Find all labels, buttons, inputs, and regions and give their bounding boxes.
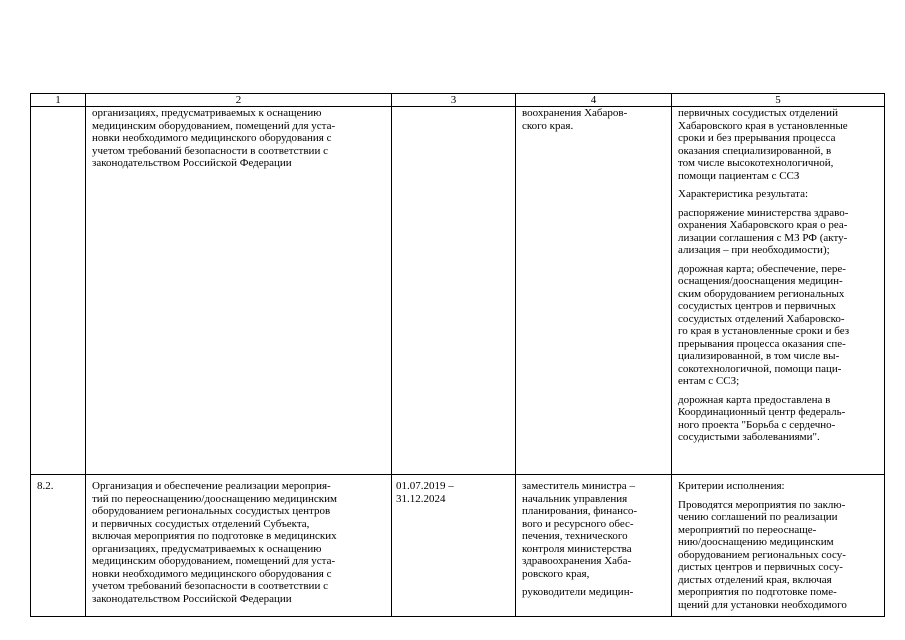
result-wrap <box>678 480 878 616</box>
result-cell <box>672 107 885 475</box>
result-cell <box>672 475 885 617</box>
criteria-paragraph: Проводятся мероприятия по заклю- чению соглашений по реализации мероприятий по переоснаще- нию/дооснащению медицинским оборудованием региональных сосу- дистых центров и первичных сосу- дистых отделений края, включая мероприятия по подготовке поме- щений для установки необходимого <box>678 498 847 611</box>
responsible-cell: воохранения Хабаров- ского края. <box>516 107 672 475</box>
header-col-2: 2 <box>86 94 392 107</box>
result-paragraph: распоряжение министерства здраво- охранения Хабаровского края о реа- лизации соглашения с МЗ РФ (акту- ализация – при необходимости); <box>678 206 849 256</box>
row-number-cell <box>31 107 86 475</box>
row-number-cell: 8.2. <box>31 475 86 617</box>
responsible-wrap <box>522 480 665 616</box>
header-row <box>31 94 885 107</box>
header-col-4: 4 <box>516 94 672 107</box>
responsible-cell <box>516 475 672 617</box>
criteria-heading: Критерии исполнения: <box>678 480 785 492</box>
result-characteristic-heading: Характеристика результата: <box>678 188 809 200</box>
result-paragraph: первичных сосудистых отделений Хабаровского края в установленные сроки и без прерывания процесса оказания специализированной, в том числе высокотехнологичной, помощи пациентам с ССЗ <box>678 107 848 182</box>
activity-cell: организациях, предусматриваемых к оснащению медицинским оборудованием, помещений для уста- новки необходимого медицинского оборудования с учетом требований безопасности в соответствии с законодательством Российской Федерации <box>86 107 392 475</box>
document-table <box>30 93 885 617</box>
period-cell: 01.07.2019 – 31.12.2024 <box>392 475 516 617</box>
header-col-3: 3 <box>392 94 516 107</box>
result-paragraph: дорожная карта; обеспечение, пере- оснащения/дооснащения медицин- ским оборудованием региональных сосудистых центров и первичных сосудистых отделений Хабаровско- го края в установленные сроки и без прерывания процесса оказания спе- циализированной, в том числе вы- сокотехнологичной, помощи паци- ентам с ССЗ; <box>678 262 850 387</box>
result-paragraph: дорожная карта предоставлена в Координационный центр федераль- ного проекта "Борьба с сердечно- сосудистыми заболеваниями". <box>678 393 846 443</box>
table-row-8-2 <box>31 475 885 617</box>
header-col-1: 1 <box>31 94 86 107</box>
activity-text: Организация и обеспечение реализации мероприя- тий по переоснащению/дооснащению медицинским оборудованием региональных сосудистых центров и первичных сосудистых отделений Субъекта, включая мероприятия по подготовке в медицинских организациях, предусматриваемых к оснащению медицинским оборудованием, помещений для уста- новки необходимого медицинского оборудования с учетом требований безопасности в соответствии с законодательством Российской Федерации <box>92 480 337 605</box>
table-row-continuation <box>31 107 885 475</box>
responsible-paragraph: заместитель министра – начальник управления планирования, финансо- вого и ресурсного обес- печения, технического контроля министерства здравоохранения Хаба- ровского края, <box>522 480 638 580</box>
activity-cell <box>86 475 392 617</box>
header-col-5: 5 <box>672 94 885 107</box>
responsible-paragraph: руководители медицин- <box>522 586 634 598</box>
period-cell <box>392 107 516 475</box>
